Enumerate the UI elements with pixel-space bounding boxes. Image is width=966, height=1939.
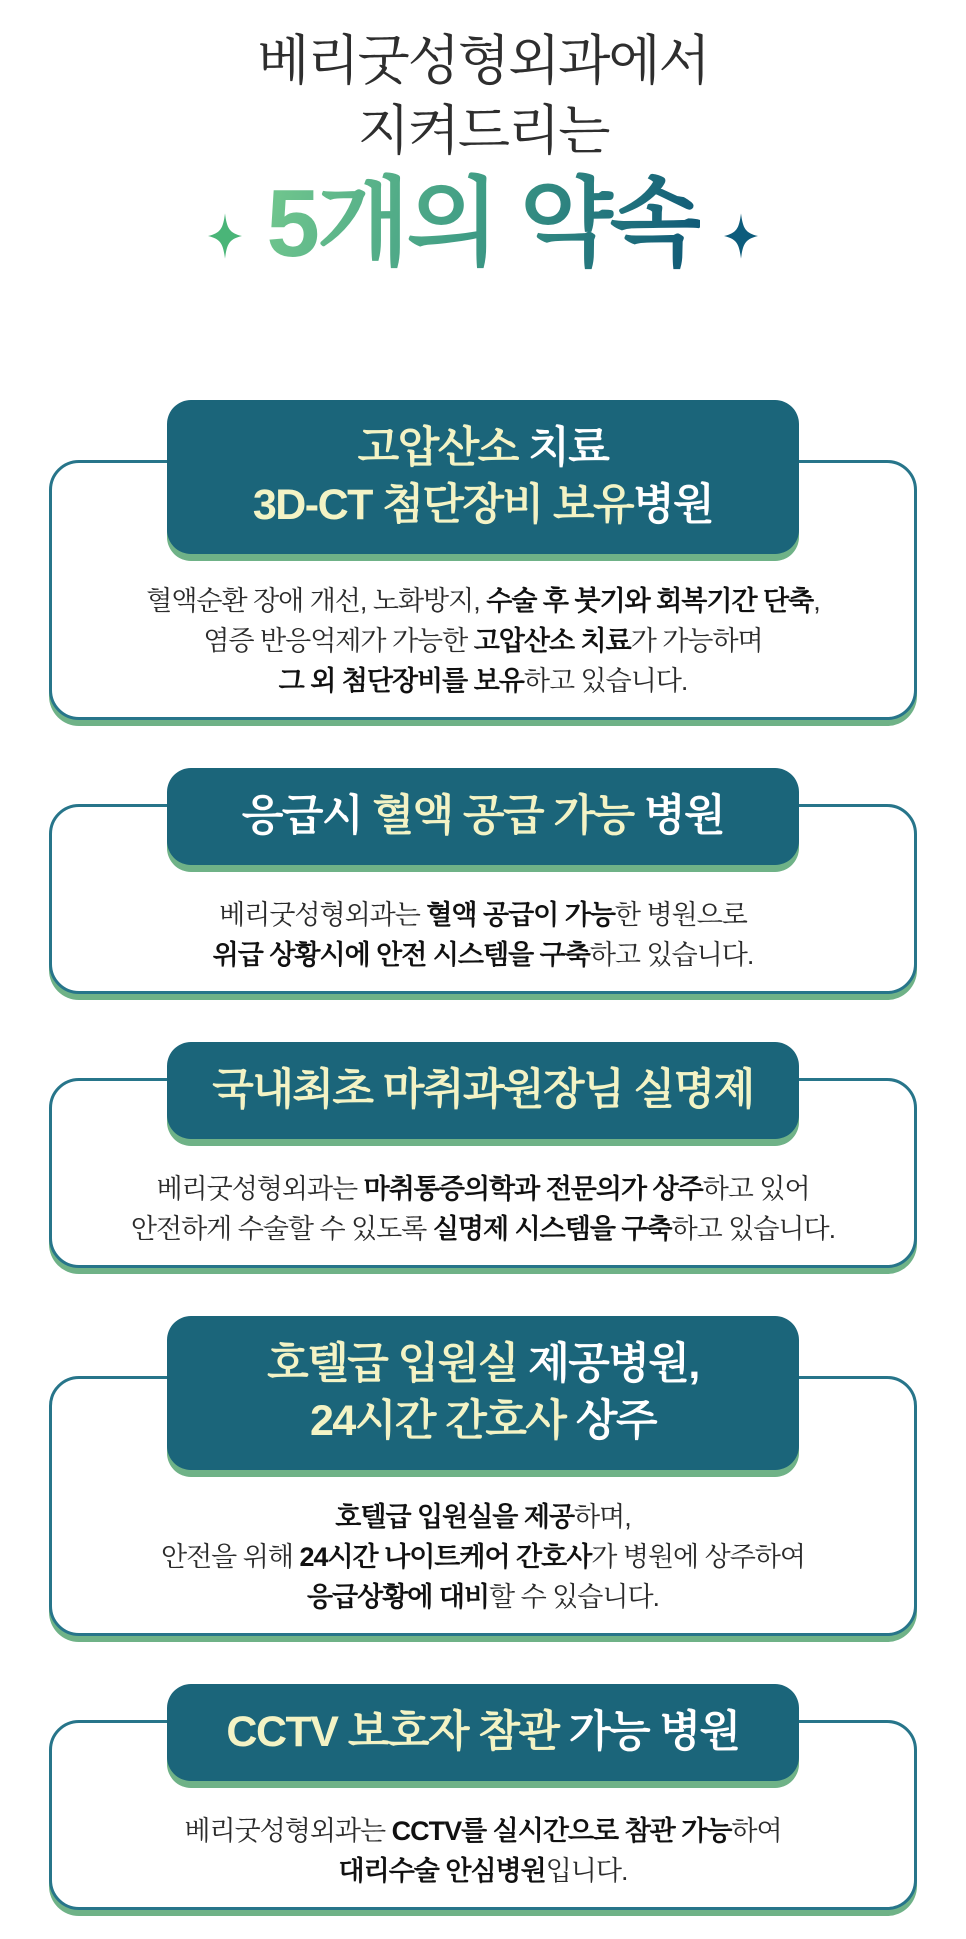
card-body-text: 안전을 위해 [161, 1542, 300, 1572]
card-body-text: 할 수 있습니다. [489, 1582, 660, 1612]
card-body-text: 호텔급 입원실을 제공 [335, 1502, 575, 1532]
header-titles [0, 0, 966, 276]
card-body-text: 하고 있어 [702, 1174, 810, 1204]
card-header-line [179, 1704, 787, 1761]
card-header-text: 24시간 간호사 [310, 1397, 566, 1445]
card-body-text: 한 병원으로 [614, 900, 747, 930]
card-header-pill [167, 1042, 799, 1139]
card-header-line [179, 420, 787, 477]
card-header-text: 3D-CT 첨단장비 보유 [252, 481, 634, 529]
card-body-text: 혈액순환 장애 개선, 노화방지, [146, 586, 487, 616]
card-body-text: , [813, 586, 820, 616]
card-body-text: 혈액 공급이 가능 [426, 900, 615, 930]
card-body-text: 하여 [731, 1816, 782, 1846]
card-body-line [76, 1209, 890, 1249]
card-body-line [76, 895, 890, 935]
card-body-line [76, 621, 890, 661]
card-body-line [76, 661, 890, 701]
sparkle-right-icon [724, 211, 758, 261]
promise-card [0, 1042, 966, 1268]
card-header-line [179, 477, 787, 534]
card-header-text: 병원 [633, 481, 714, 529]
card-header-text: 호텔급 입원실 [267, 1340, 518, 1388]
card-header-text: 병원 [633, 792, 725, 840]
card-body-text: 실명제 시스템을 구축 [432, 1214, 672, 1244]
big-title: 5개의 약속 [266, 170, 700, 277]
card-body-text: 고압산소 치료 [473, 626, 631, 656]
card-body-line [76, 1497, 890, 1537]
card-header-text: CCTV 보호자 참관 [226, 1708, 559, 1756]
card-body-text: 베리굿성형외과는 [156, 1174, 364, 1204]
promise-card [0, 768, 966, 994]
card-header-pill [167, 1316, 799, 1470]
card-body-text: 그 외 첨단장비를 보유 [278, 666, 524, 696]
card-body-text: 응급상황에 대비 [306, 1582, 490, 1612]
card-body-text: 24시간 나이트케어 간호사 [299, 1542, 592, 1572]
sparkle-left-icon [208, 211, 242, 261]
card-header-pill [167, 768, 799, 865]
card-header-text: 혈액 공급 가능 [372, 792, 634, 840]
card-body-line [76, 935, 890, 975]
card-body-text: 입니다. [545, 1856, 628, 1886]
card-header-line [179, 1062, 787, 1119]
card-body-text: 하고 있습니다. [523, 666, 688, 696]
card-header-pill [167, 1684, 799, 1781]
card-header-text: 제공병원, [517, 1340, 699, 1388]
card-body-text: 위급 상황시에 안전 시스템을 구축 [212, 940, 590, 970]
promise-card [0, 400, 966, 720]
card-header-line [179, 788, 787, 845]
card-body-text: 안전하게 수술할 수 있도록 [130, 1214, 433, 1244]
card-body-text: 수술 후 붓기와 회복기간 단축 [486, 586, 814, 616]
card-header-line [179, 1393, 787, 1450]
card-header-pill [167, 400, 799, 554]
card-body-text: 베리굿성형외과는 [219, 900, 427, 930]
card-body-text: CCTV를 실시간으로 참관 가능 [391, 1816, 732, 1846]
card-body-text: 하며, [574, 1502, 631, 1532]
card-body-text: 하고 있습니다. [589, 940, 754, 970]
card-header-text: 응급시 [241, 792, 373, 840]
card-body-text: 염증 반응억제가 가능한 [203, 626, 474, 656]
card-header-text: 치료 [517, 424, 609, 472]
card-header-line [179, 1336, 787, 1393]
card-body-text: 베리굿성형외과는 [184, 1816, 392, 1846]
title-line-2: 지켜드리는 [357, 101, 609, 161]
card-header-text: 국내최초 마취과원장님 실명제 [212, 1066, 754, 1114]
promise-cards [0, 400, 966, 1910]
big-title-row [0, 172, 966, 276]
title-line-1: 베리굿성형외과에서 [257, 31, 709, 91]
card-body-text: 대리수술 안심병원 [338, 1856, 546, 1886]
card-body-line [76, 1851, 890, 1891]
card-body-text: 가 가능하며 [630, 626, 763, 656]
card-header-text: 가능 병원 [558, 1708, 740, 1756]
card-body-line [76, 1811, 890, 1851]
card-body-line [76, 1169, 890, 1209]
promise-card [0, 1316, 966, 1636]
card-header-text: 고압산소 [357, 424, 518, 472]
card-body-line [76, 581, 890, 621]
card-body-text: 하고 있습니다. [671, 1214, 836, 1244]
promise-card [0, 1684, 966, 1910]
card-body-text: 가 병원에 상주하여 [591, 1542, 805, 1572]
card-body-line [76, 1577, 890, 1617]
card-body-line [76, 1537, 890, 1577]
card-body-text: 마취통증의학과 전문의가 상주 [363, 1174, 703, 1204]
card-header-text: 상주 [565, 1397, 656, 1445]
